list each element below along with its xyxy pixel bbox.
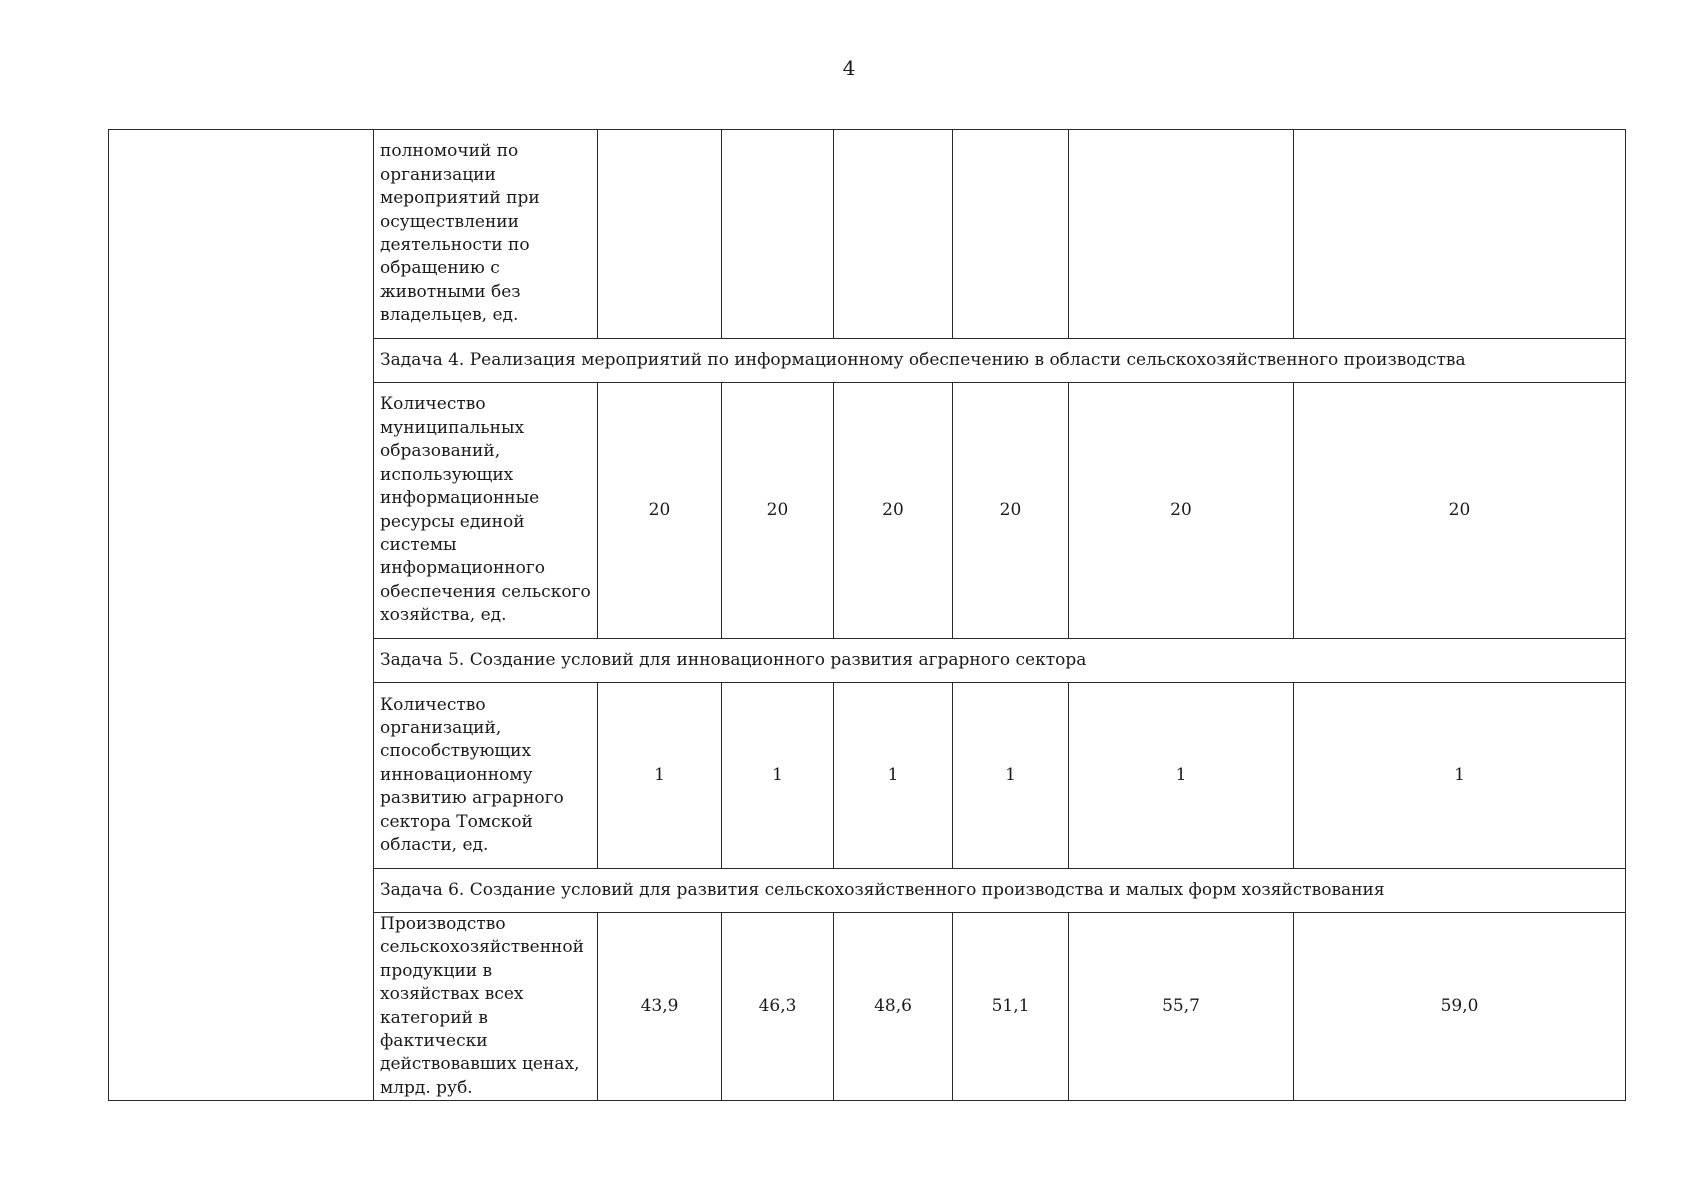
task-heading: Задача 5. Создание условий для инновационного развития аграрного сектора bbox=[374, 639, 1626, 683]
value-cell: 1 bbox=[598, 683, 722, 869]
value-cell: 20 bbox=[834, 383, 953, 639]
value-cell: 59,0 bbox=[1294, 913, 1626, 1101]
value-cell bbox=[598, 130, 722, 339]
value-cell bbox=[953, 130, 1069, 339]
page-number: 4 bbox=[842, 56, 856, 80]
indicator-label: Количество организаций, способствующих инновационному развитию аграрного сектора Томской области, ед. bbox=[374, 683, 598, 869]
indicator-label: Количество муниципальных образований, использующих информационные ресурсы единой системы информационного обеспечения сельского хозяйства, ед. bbox=[374, 383, 598, 639]
value-cell: 1 bbox=[1294, 683, 1626, 869]
value-cell: 1 bbox=[953, 683, 1069, 869]
value-cell: 43,9 bbox=[598, 913, 722, 1101]
value-cell: 20 bbox=[1294, 383, 1626, 639]
value-cell: 46,3 bbox=[722, 913, 834, 1101]
task-heading: Задача 4. Реализация мероприятий по информационному обеспечению в области сельскохозяйственного производства bbox=[374, 339, 1626, 383]
value-cell: 51,1 bbox=[953, 913, 1069, 1101]
value-cell: 55,7 bbox=[1069, 913, 1294, 1101]
value-cell: 20 bbox=[1069, 383, 1294, 639]
value-cell: 1 bbox=[834, 683, 953, 869]
value-cell: 20 bbox=[722, 383, 834, 639]
value-cell: 20 bbox=[598, 383, 722, 639]
value-cell: 20 bbox=[953, 383, 1069, 639]
indicators-table bbox=[108, 129, 1626, 1101]
value-cell bbox=[1069, 130, 1294, 339]
value-cell bbox=[1294, 130, 1626, 339]
indicator-label: полномочий по организации мероприятий при осуществлении деятельности по обращению с животными без владельцев, ед. bbox=[374, 130, 598, 339]
program-name-cell bbox=[109, 130, 374, 1101]
table-row bbox=[109, 130, 1626, 339]
value-cell: 1 bbox=[1069, 683, 1294, 869]
task-heading: Задача 6. Создание условий для развития сельскохозяйственного производства и малых форм хозяйствования bbox=[374, 869, 1626, 913]
indicator-label: Производство сельскохозяйственной продукции в хозяйствах всех категорий в фактически действовавших ценах, млрд. руб. bbox=[374, 913, 598, 1101]
value-cell: 1 bbox=[722, 683, 834, 869]
value-cell bbox=[722, 130, 834, 339]
value-cell: 48,6 bbox=[834, 913, 953, 1101]
value-cell bbox=[834, 130, 953, 339]
